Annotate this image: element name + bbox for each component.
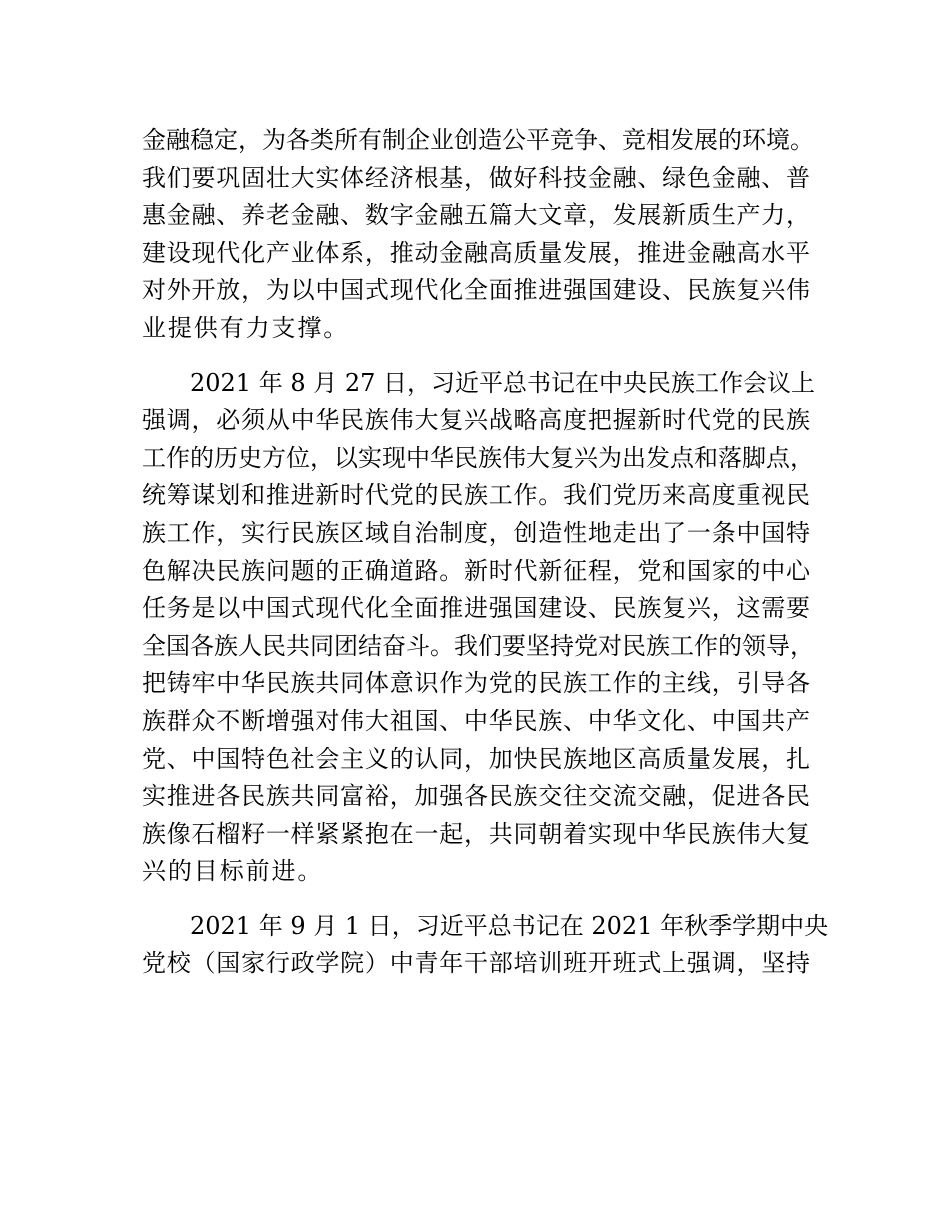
text-line: 2021 年 9 月 1 日，习近平总书记在 2021 年秋季学期中央 [190,911,829,940]
text-line: 党、中国特色社会主义的认同，加快民族地区高质量发展，扎 [142,744,810,773]
text-line: 任务是以中国式现代化全面推进强国建设、民族复兴，这需要 [142,594,810,623]
text-line: 色解决民族问题的正确道路。新时代新征程，党和国家的中心 [142,556,810,585]
paragraph-gap [142,348,810,365]
text-line: 对外开放，为以中国式现代化全面推进强国建设、民族复兴伟 [142,276,810,305]
paragraph-3 [142,908,829,983]
text-line: 2021 年 8 月 27 日，习近平总书记在中央民族工作会议上 [190,368,816,397]
text-line: 族像石榴籽一样紧紧抱在一起，共同朝着实现中华民族伟大复 [142,819,810,848]
text-line: 全国各族人民共同团结奋斗。我们要坚持党对民族工作的领导， [142,631,814,660]
text-line: 族工作，实行民族区域自治制度，创造性地走出了一条中国特 [142,518,810,547]
text-line: 业提供有力支撑。 [142,313,350,342]
document-body [142,122,829,983]
text-line: 我们要巩固壮大实体经济根基，做好科技金融、绿色金融、普 [142,163,810,192]
text-line: 建设现代化产业体系，推动金融高质量发展，推进金融高水平 [142,238,810,267]
text-line: 惠金融、养老金融、数字金融五篇大文章，发展新质生产力， [142,201,810,230]
text-line: 实推进各民族共同富裕，加强各民族交往交流交融，促进各民 [142,782,810,811]
paragraph-gap [142,891,810,908]
text-line: 把铸牢中华民族共同体意识作为党的民族工作的主线，引导各 [142,669,810,698]
text-line: 强调，必须从中华民族伟大复兴战略高度把握新时代党的民族 [142,406,810,435]
text-line: 族群众不断增强对伟大祖国、中华民族、中华文化、中国共产 [142,706,810,735]
paragraph-1 [142,122,814,348]
paragraph-2 [142,365,816,891]
text-line: 党校（国家行政学院）中青年干部培训班开班式上强调，坚持 [142,949,810,978]
text-line: 统筹谋划和推进新时代党的民族工作。我们党历来高度重视民 [142,481,810,510]
text-line: 工作的历史方位，以实现中华民族伟大复兴为出发点和落脚点， [142,443,814,472]
text-line: 金融稳定，为各类所有制企业创造公平竞争、竞相发展的环境。 [142,126,814,154]
text-line: 兴的目标前进。 [142,857,324,886]
